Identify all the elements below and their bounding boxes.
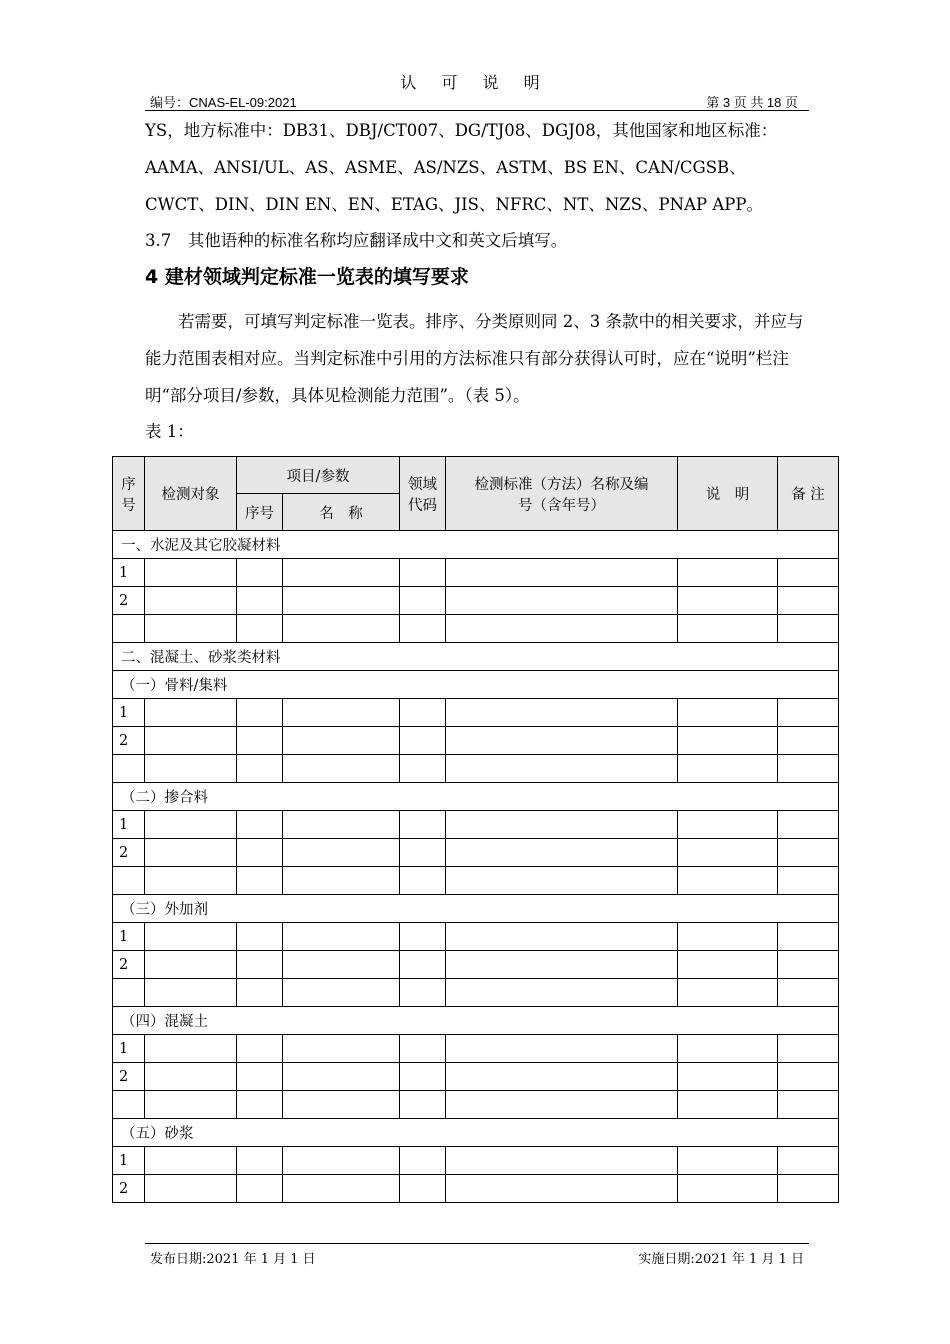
section-4-paragraph: 若需要，可填写判定标准一览表。排序、分类原则同 2、3 条款中的相关要求，并应与能力范围表相对应。当判定标准中引用的方法标准只有部分获得认可时，应在“说明”栏注明“部分项目/参数，具体见检测能力范围”。（表 5）。 — [145, 312, 804, 405]
table-cell — [145, 587, 237, 615]
section-title: （三）外加剂 — [113, 895, 839, 923]
row-seq-cell — [113, 755, 145, 783]
table-cell — [283, 699, 400, 727]
table-cell — [237, 1035, 283, 1063]
table-cell — [446, 1091, 678, 1119]
table-cell — [400, 587, 446, 615]
table-cell — [678, 1035, 778, 1063]
table-cell — [283, 1147, 400, 1175]
table-cell — [678, 699, 778, 727]
table-cell — [283, 1175, 400, 1203]
table-cell — [446, 699, 678, 727]
table-cell — [400, 839, 446, 867]
table-cell — [778, 839, 839, 867]
table-cell — [400, 727, 446, 755]
table-row — [113, 811, 839, 839]
header-explain: 说 明 — [678, 457, 778, 531]
table-row — [113, 755, 839, 783]
row-seq-cell: 1 — [113, 923, 145, 951]
table-cell — [400, 1091, 446, 1119]
section-row — [113, 783, 839, 811]
table-cell — [678, 1091, 778, 1119]
table-cell — [237, 755, 283, 783]
table-cell — [283, 1091, 400, 1119]
table-row — [113, 979, 839, 1007]
section-title: （五）砂浆 — [113, 1119, 839, 1147]
table-cell — [446, 587, 678, 615]
table-row — [113, 1175, 839, 1203]
table-cell — [446, 727, 678, 755]
table-cell — [678, 587, 778, 615]
table-cell — [446, 839, 678, 867]
table-row — [113, 923, 839, 951]
document-title: 认 可 说 明 — [400, 73, 550, 92]
section-title: 二、混凝土、砂浆类材料 — [113, 643, 839, 671]
table-cell — [237, 979, 283, 1007]
table-cell — [678, 923, 778, 951]
row-seq-cell — [113, 979, 145, 1007]
section-row — [113, 895, 839, 923]
table-cell — [145, 1147, 237, 1175]
table-cell — [237, 559, 283, 587]
table-body — [113, 531, 839, 1203]
table-row — [113, 1063, 839, 1091]
table-cell — [283, 979, 400, 1007]
table-cell — [678, 951, 778, 979]
row-seq-cell: 2 — [113, 951, 145, 979]
row-seq-cell — [113, 867, 145, 895]
document-number: 编号：CNAS-EL-09:2021 — [150, 95, 297, 110]
table-row — [113, 951, 839, 979]
table-cell — [778, 559, 839, 587]
table-cell — [678, 727, 778, 755]
row-seq-cell: 1 — [113, 699, 145, 727]
section-title: （一）骨料/集料 — [113, 671, 839, 699]
section-row — [113, 1007, 839, 1035]
clause-3-7: 3.7 其他语种的标准名称均应翻译成中文和英文后填写。 — [145, 231, 568, 250]
table-cell — [678, 1063, 778, 1091]
table-cell — [145, 839, 237, 867]
table-row — [113, 1147, 839, 1175]
table-row — [113, 615, 839, 643]
table-cell — [400, 755, 446, 783]
table-cell — [145, 923, 237, 951]
table-cell — [400, 811, 446, 839]
table-cell — [283, 615, 400, 643]
section-row — [113, 531, 839, 559]
table-cell — [446, 867, 678, 895]
table-cell — [237, 727, 283, 755]
header-standard: 检测标准（方法）名称及编号（含年号） — [446, 457, 678, 531]
table-cell — [778, 1063, 839, 1091]
header-sub-seq: 序号 — [237, 494, 283, 531]
table-cell — [400, 951, 446, 979]
row-seq-cell: 2 — [113, 1175, 145, 1203]
table-cell — [778, 587, 839, 615]
table-cell — [400, 867, 446, 895]
section-title: 一、水泥及其它胶凝材料 — [113, 531, 839, 559]
table-cell — [446, 811, 678, 839]
table-cell — [400, 699, 446, 727]
section-row — [113, 643, 839, 671]
table-cell — [237, 1091, 283, 1119]
judgement-standards-table — [112, 456, 839, 1203]
table-cell — [145, 727, 237, 755]
table-cell — [778, 755, 839, 783]
table-cell — [237, 839, 283, 867]
table-cell — [283, 755, 400, 783]
effective-date: 实施日期:2021 年 1 月 1 日 — [638, 1252, 804, 1267]
table-cell — [400, 979, 446, 1007]
table-cell — [145, 755, 237, 783]
table-cell — [237, 923, 283, 951]
table-cell — [237, 1063, 283, 1091]
table-cell — [283, 951, 400, 979]
table-cell — [446, 1035, 678, 1063]
table-row — [113, 727, 839, 755]
table-cell — [446, 559, 678, 587]
row-seq-cell: 2 — [113, 839, 145, 867]
table-cell — [400, 1175, 446, 1203]
table-cell — [678, 615, 778, 643]
table-cell — [237, 811, 283, 839]
header-item-param: 项目/参数 — [237, 457, 400, 494]
table-cell — [446, 1063, 678, 1091]
row-seq-cell: 1 — [113, 1147, 145, 1175]
table-cell — [678, 559, 778, 587]
header-remark: 备 注 — [778, 457, 839, 531]
table-cell — [400, 615, 446, 643]
table-cell — [283, 727, 400, 755]
row-seq-cell: 2 — [113, 727, 145, 755]
table-cell — [400, 1035, 446, 1063]
table-cell — [778, 1147, 839, 1175]
table-cell — [678, 1147, 778, 1175]
table-cell — [283, 559, 400, 587]
table-cell — [283, 923, 400, 951]
table-cell — [400, 559, 446, 587]
table-cell — [237, 699, 283, 727]
table-cell — [283, 811, 400, 839]
table-cell — [778, 867, 839, 895]
table-cell — [678, 979, 778, 1007]
table-cell — [446, 615, 678, 643]
table-cell — [446, 1147, 678, 1175]
table-cell — [400, 923, 446, 951]
table-row — [113, 699, 839, 727]
footer-divider — [145, 1243, 809, 1244]
table-cell — [237, 867, 283, 895]
table-cell — [283, 839, 400, 867]
row-seq-cell: 1 — [113, 559, 145, 587]
table-cell — [145, 867, 237, 895]
table-cell — [778, 979, 839, 1007]
table-cell — [778, 951, 839, 979]
table-cell — [446, 923, 678, 951]
table-cell — [145, 951, 237, 979]
header-seq: 序号 — [113, 457, 145, 531]
table-cell — [145, 699, 237, 727]
table-cell — [778, 615, 839, 643]
row-seq-cell — [113, 1091, 145, 1119]
table-cell — [446, 755, 678, 783]
table-cell — [145, 1175, 237, 1203]
table-cell — [778, 811, 839, 839]
table-cell — [678, 1175, 778, 1203]
header-sub-name: 名 称 — [283, 494, 400, 531]
row-seq-cell: 2 — [113, 587, 145, 615]
table-cell — [145, 559, 237, 587]
table-cell — [400, 1147, 446, 1175]
section-title: （四）混凝土 — [113, 1007, 839, 1035]
table-row — [113, 867, 839, 895]
table-cell — [446, 979, 678, 1007]
table-cell — [678, 867, 778, 895]
table-cell — [446, 951, 678, 979]
issue-date: 发布日期:2021 年 1 月 1 日 — [150, 1252, 316, 1267]
table-cell — [678, 839, 778, 867]
table-cell — [283, 1035, 400, 1063]
table-cell — [778, 1175, 839, 1203]
table-cell — [145, 1091, 237, 1119]
section-row — [113, 671, 839, 699]
row-seq-cell — [113, 615, 145, 643]
table-caption: 表 1： — [145, 422, 194, 441]
section-4-heading: 4 建材领域判定标准一览表的填写要求 — [145, 266, 469, 288]
row-seq-cell: 1 — [113, 1035, 145, 1063]
table-cell — [283, 1063, 400, 1091]
table-cell — [145, 615, 237, 643]
table-cell — [778, 699, 839, 727]
table-cell — [678, 811, 778, 839]
table-cell — [778, 727, 839, 755]
table-cell — [283, 587, 400, 615]
table-row — [113, 839, 839, 867]
standards-paragraph: YS，地方标准中：DB31、DBJ/CT007、DG/TJ08、DGJ08，其他国家和地区标准：AAMA、ANSI/UL、AS、ASME、AS/NZS、ASTM、BS EN、CAN/CGSB、CWCT、DIN、DIN EN、EN、ETAG、JIS、NFRC、NT、NZS、PNAP APP。 — [145, 121, 778, 214]
row-seq-cell: 1 — [113, 811, 145, 839]
table-cell — [778, 923, 839, 951]
page-info: 第 3 页 共 18 页 — [706, 95, 798, 110]
header-divider — [145, 110, 809, 111]
table-cell — [237, 587, 283, 615]
table-cell — [145, 979, 237, 1007]
table-cell — [678, 755, 778, 783]
table-cell — [400, 1063, 446, 1091]
table-cell — [778, 1035, 839, 1063]
section-title: （二）掺合料 — [113, 783, 839, 811]
section-row — [113, 1119, 839, 1147]
header-object: 检测对象 — [145, 457, 237, 531]
table-cell — [237, 615, 283, 643]
row-seq-cell: 2 — [113, 1063, 145, 1091]
table-cell — [283, 867, 400, 895]
table-cell — [237, 1175, 283, 1203]
table-cell — [237, 1147, 283, 1175]
table-row — [113, 587, 839, 615]
table-cell — [237, 951, 283, 979]
table-cell — [145, 811, 237, 839]
header-domain-code: 领域代码 — [400, 457, 446, 531]
table-row — [113, 1035, 839, 1063]
table-cell — [145, 1063, 237, 1091]
table-cell — [446, 1175, 678, 1203]
table-cell — [778, 1091, 839, 1119]
table-cell — [145, 1035, 237, 1063]
table-row — [113, 1091, 839, 1119]
table-row — [113, 559, 839, 587]
